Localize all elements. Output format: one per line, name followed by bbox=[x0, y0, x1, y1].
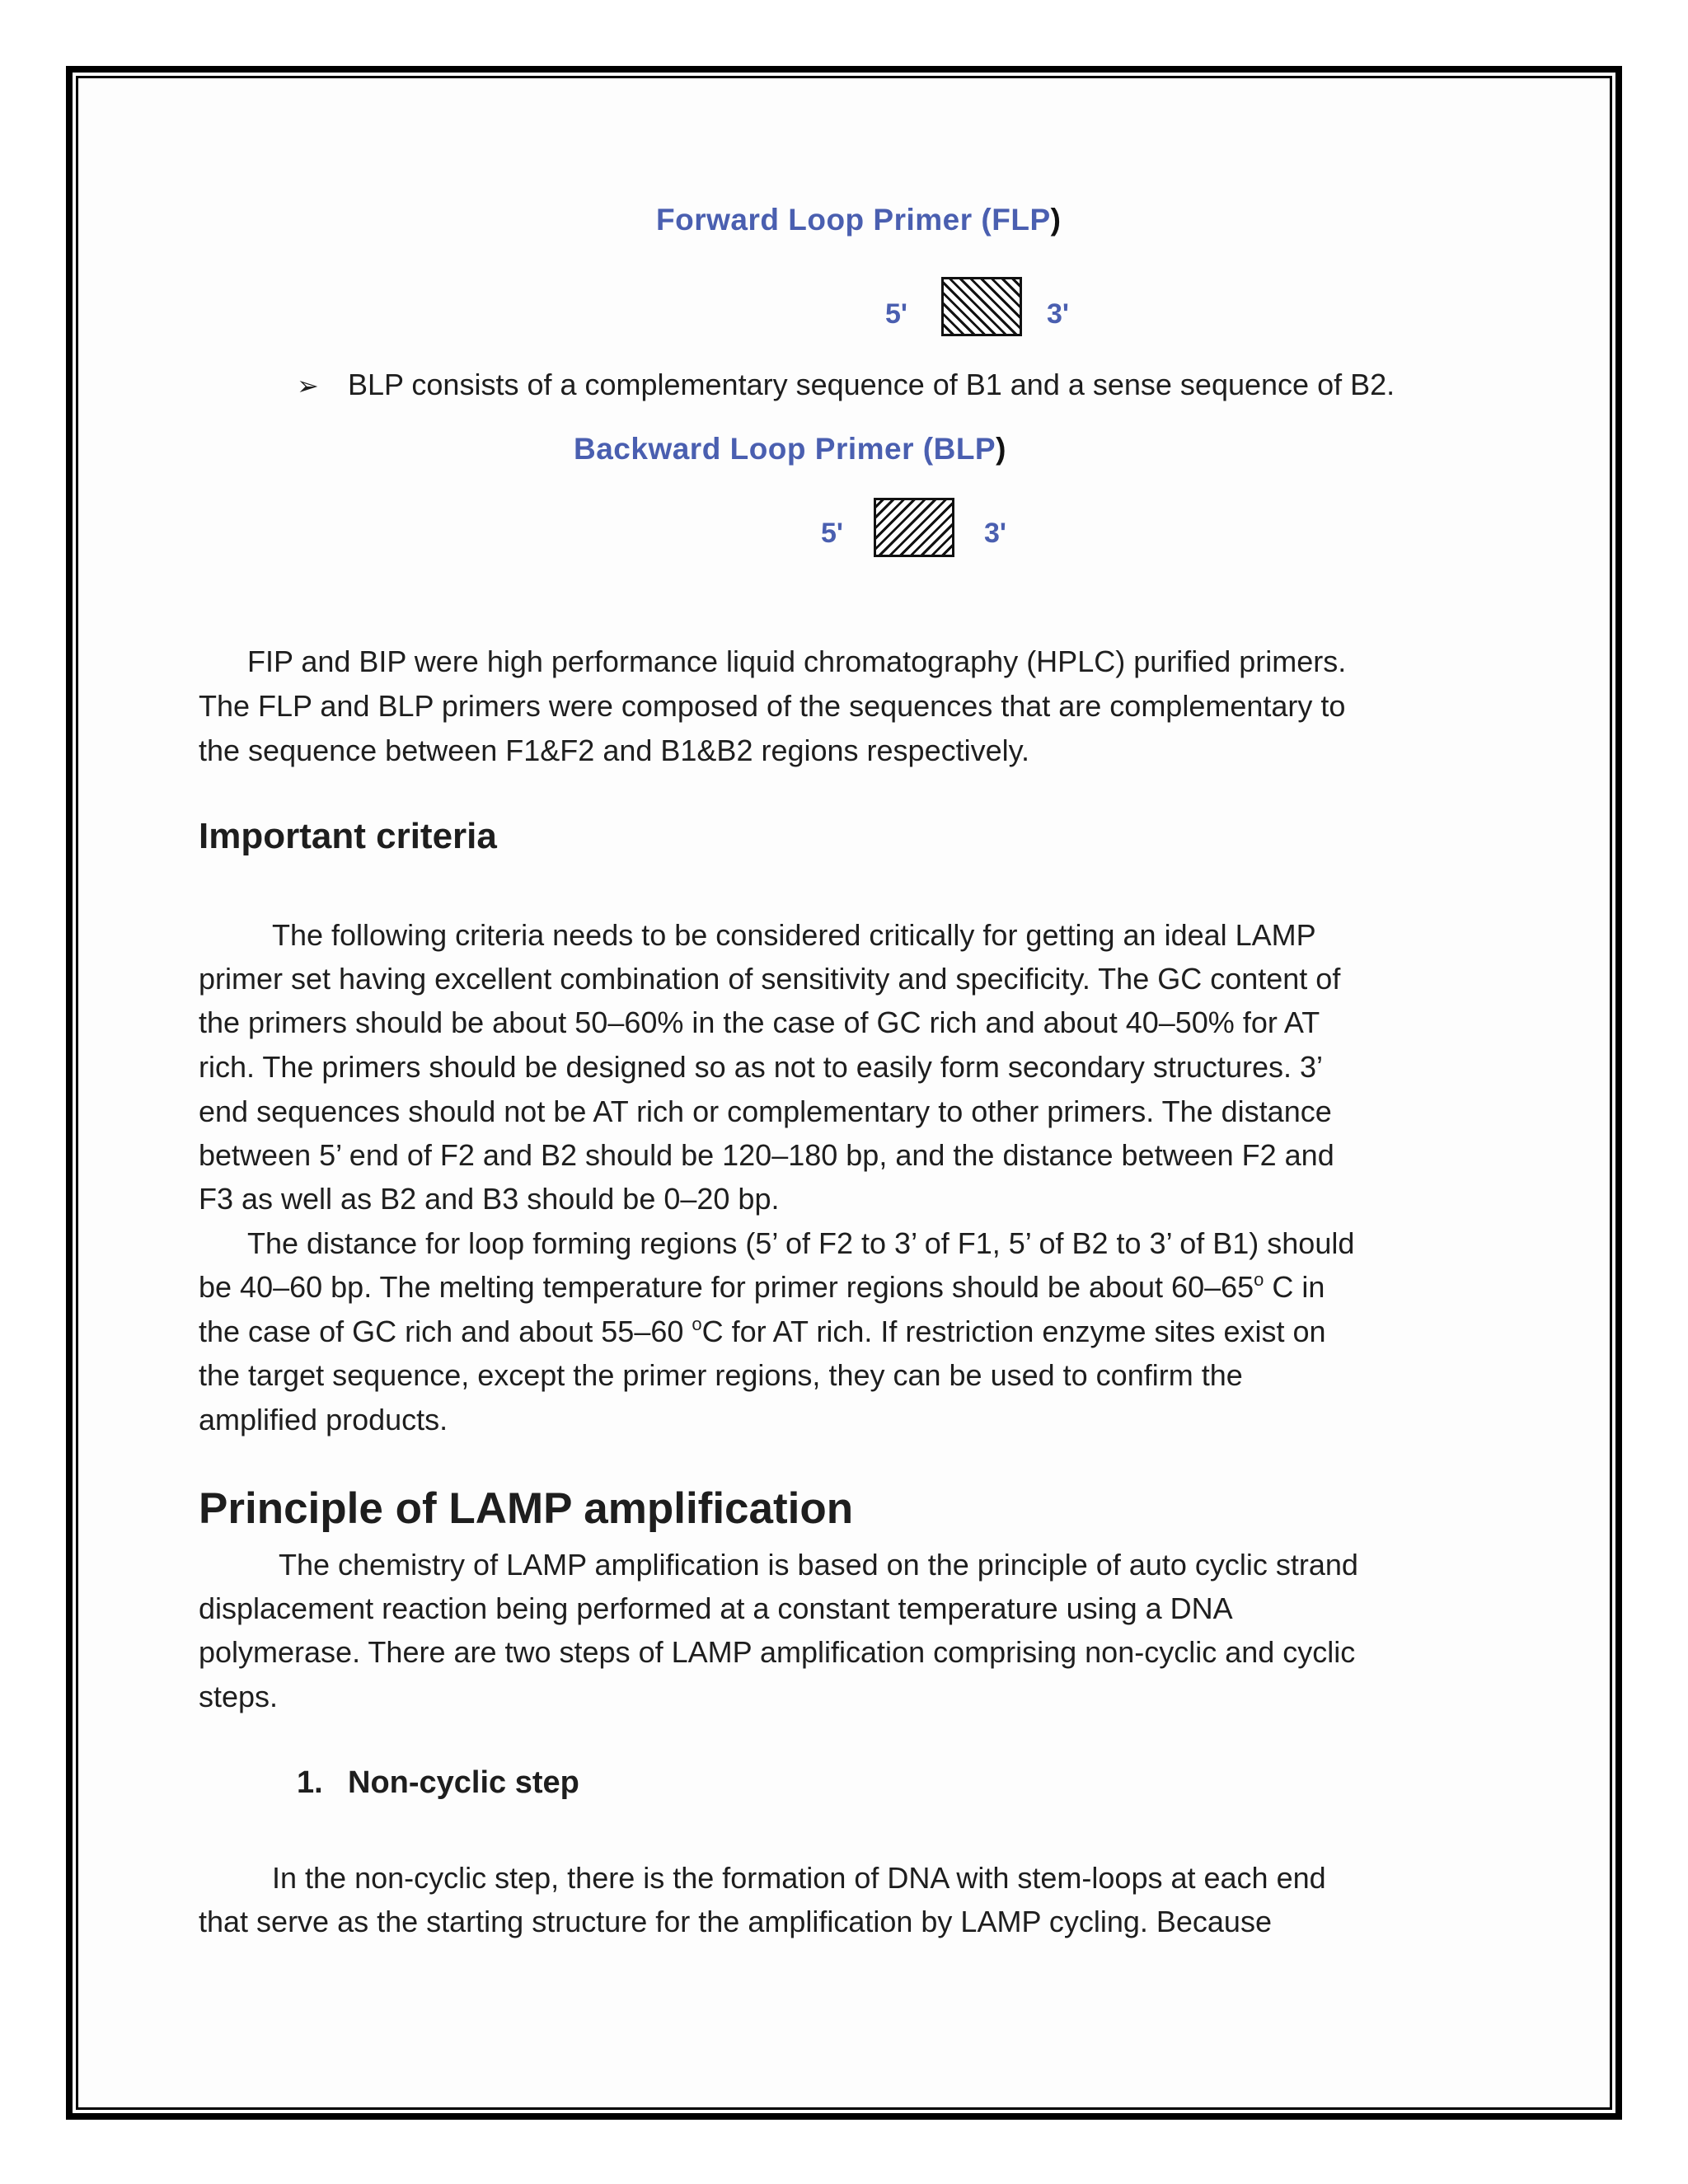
criteria-line10-a: the case of GC rich and about 55–60 bbox=[199, 1315, 692, 1348]
bullet-item bbox=[297, 368, 1395, 402]
step1-number: 1. bbox=[297, 1765, 323, 1800]
criteria-line5: end sequences should not be AT rich or complementary to other primers. The distance bbox=[199, 1094, 1332, 1128]
blp-figure-title bbox=[574, 432, 1006, 466]
criteria-line10-b: C for AT rich. If restriction enzyme sites exist on bbox=[701, 1315, 1326, 1348]
principle-line2: displacement reaction being performed at a constant temperature using a DNA bbox=[199, 1591, 1233, 1625]
blp-title-close: ) bbox=[996, 432, 1006, 466]
criteria-line9-a: be 40–60 bp. The melting temperature for primer regions should be about 60–65 bbox=[199, 1270, 1254, 1304]
step1-heading bbox=[297, 1765, 579, 1801]
flp-title-close: ) bbox=[1050, 203, 1062, 237]
principle-line1: The chemistry of LAMP amplification is based on the principle of auto cyclic strand bbox=[279, 1548, 1358, 1582]
blp-hatch-icon bbox=[874, 498, 954, 557]
degree-symbol-2: o bbox=[692, 1314, 702, 1334]
principle-line4: steps. bbox=[199, 1680, 279, 1713]
degree-symbol: o bbox=[1254, 1269, 1264, 1290]
step1-title: Non-cyclic step bbox=[348, 1765, 579, 1800]
criteria-line9-b: C in bbox=[1264, 1270, 1325, 1304]
principle-heading: Principle of LAMP amplification bbox=[199, 1484, 854, 1533]
blp-five-prime-label: 5' bbox=[821, 518, 843, 549]
criteria-line9 bbox=[199, 1265, 1325, 1310]
criteria-line8: The distance for loop forming regions (5’ of F2 to 3’ of F1, 5’ of B2 to 3’ of B1) should bbox=[247, 1226, 1355, 1260]
blp-three-prime-label: 3' bbox=[984, 518, 1006, 549]
criteria-line6: between 5’ end of F2 and B2 should be 120–180 bp, and the distance between F2 and bbox=[199, 1138, 1334, 1172]
criteria-line4: rich. The primers should be designed so as not to easily form secondary structures. 3’ bbox=[199, 1050, 1323, 1084]
step1-line1: In the non-cyclic step, there is the formation of DNA with stem-loops at each end bbox=[272, 1861, 1326, 1895]
criteria-line3: the primers should be about 50–60% in the case of GC rich and about 40–50% for AT bbox=[199, 1005, 1320, 1039]
bullet-text: BLP consists of a complementary sequence of B1 and a sense sequence of B2. bbox=[348, 368, 1395, 401]
flp-three-prime-label: 3' bbox=[1047, 298, 1069, 330]
paragraph1-line3: the sequence between F1&F2 and B1&B2 regions respectively. bbox=[199, 733, 1029, 767]
criteria-line10 bbox=[199, 1310, 1326, 1354]
arrow-bullet-icon: ➢ bbox=[297, 371, 319, 401]
blp-title-text: Backward Loop Primer (BLP bbox=[574, 432, 996, 466]
criteria-heading: Important criteria bbox=[199, 816, 497, 856]
criteria-line11: the target sequence, except the primer regions, they can be used to confirm the bbox=[199, 1358, 1243, 1392]
criteria-line1: The following criteria needs to be considered critically for getting an ideal LAMP bbox=[272, 918, 1316, 952]
flp-hatch-icon bbox=[941, 277, 1022, 336]
principle-line3: polymerase. There are two steps of LAMP amplification comprising non-cyclic and cyclic bbox=[199, 1635, 1356, 1669]
paragraph1-line2: The FLP and BLP primers were composed of the sequences that are complementary to bbox=[199, 689, 1346, 723]
flp-title-text: Forward Loop Primer (FLP bbox=[656, 203, 1051, 237]
flp-figure-title bbox=[656, 203, 1061, 237]
flp-five-prime-label: 5' bbox=[885, 298, 907, 330]
criteria-line2: primer set having excellent combination of sensitivity and specificity. The GC content of bbox=[199, 962, 1341, 996]
paragraph1-line1: FIP and BIP were high performance liquid chromatography (HPLC) purified primers. bbox=[247, 644, 1347, 678]
criteria-line12: amplified products. bbox=[199, 1403, 448, 1436]
step1-line2: that serve as the starting structure for the amplification by LAMP cycling. Because bbox=[199, 1905, 1272, 1938]
criteria-line7: F3 as well as B2 and B3 should be 0–20 bp. bbox=[199, 1182, 780, 1216]
